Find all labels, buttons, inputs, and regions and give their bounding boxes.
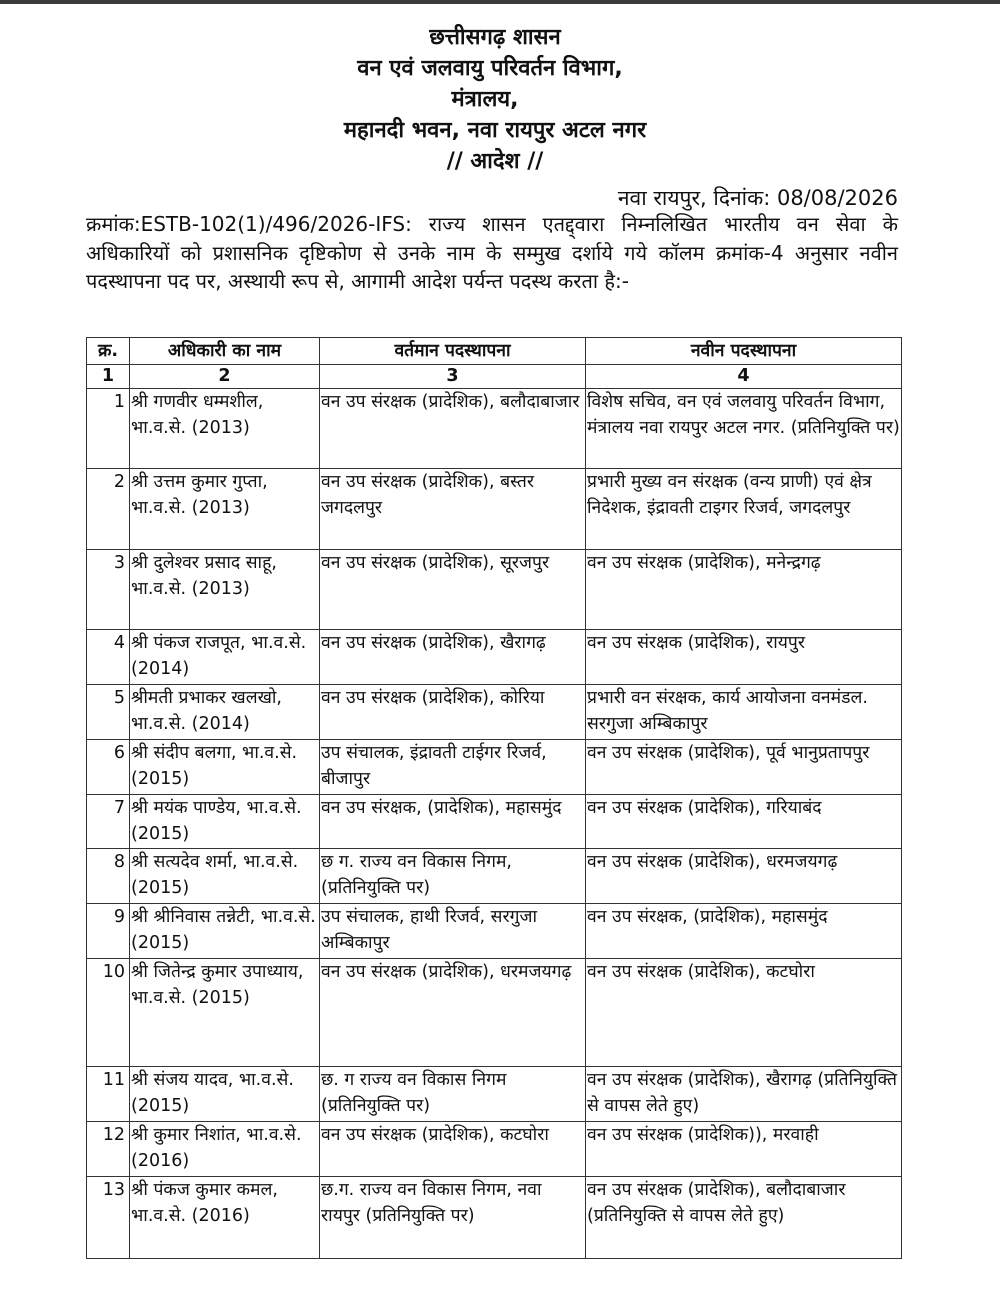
new-posting: वन उप संरक्षक (प्रादेशिक), पूर्व भानुप्रतापपुर xyxy=(586,740,902,795)
new-posting: वन उप संरक्षक (प्रादेशिक), बलौदाबाजार (प्रतिनियुक्ति से वापस लेते हुए) xyxy=(586,1177,902,1259)
table-row xyxy=(87,550,902,630)
table-row xyxy=(87,1067,902,1122)
current-posting: वन उप संरक्षक (प्रादेशिक), बस्तर जगदलपुर xyxy=(320,469,586,550)
table-row xyxy=(87,795,902,849)
new-posting: प्रभारी वन संरक्षक, कार्य आयोजना वनमंडल. सरगुजा अम्बिकापुर xyxy=(586,685,902,740)
new-posting: वन उप संरक्षक (प्रादेशिक), मनेन्द्रगढ़ xyxy=(586,550,902,630)
officer-name: श्री संदीप बलगा, भा.व.से. (2015) xyxy=(130,740,320,795)
officer-name: श्री कुमार निशांत, भा.व.से. (2016) xyxy=(130,1122,320,1177)
row-sn: 13 xyxy=(87,1177,130,1259)
order-title: // आदेश // xyxy=(446,149,544,174)
officer-name: श्री जितेन्द्र कुमार उपाध्याय, भा.व.से. (2015) xyxy=(130,959,320,1067)
current-posting: छ.ग. राज्य वन विकास निगम, नवा रायपुर (प्रतिनियुक्ति पर) xyxy=(320,1177,586,1259)
current-posting: वन उप संरक्षक (प्रादेशिक), कोरिया xyxy=(320,685,586,740)
new-posting: वन उप संरक्षक (प्रादेशिक), गरियाबंद xyxy=(586,795,902,849)
table-header-row xyxy=(87,338,902,365)
officer-name: श्रीमती प्रभाकर खलखो, भा.व.से. (2014) xyxy=(130,685,320,740)
current-posting: वन उप संरक्षक (प्रादेशिक), सूरजपुर xyxy=(320,550,586,630)
table-row xyxy=(87,959,902,1067)
table-row xyxy=(87,1122,902,1177)
col-header-sn: क्र. xyxy=(87,338,130,365)
current-posting: उप संचालक, इंद्रावती टाईगर रिजर्व, बीजापुर xyxy=(320,740,586,795)
col-number: 4 xyxy=(586,365,902,389)
new-posting: वन उप संरक्षक (प्रादेशिक), धरमजयगढ़ xyxy=(586,849,902,904)
current-posting: वन उप संरक्षक (प्रादेशिक), खैरागढ़ xyxy=(320,630,586,685)
row-sn: 11 xyxy=(87,1067,130,1122)
officer-name: श्री संजय यादव, भा.व.से. (2015) xyxy=(130,1067,320,1122)
new-posting: विशेष सचिव, वन एवं जलवायु परिवर्तन विभाग, मंत्रालय नवा रायपुर अटल नगर. (प्रतिनियुक्ति पर) xyxy=(586,389,902,469)
table-row xyxy=(87,904,902,959)
current-posting: छ. ग राज्य वन विकास निगम (प्रतिनियुक्ति पर) xyxy=(320,1067,586,1122)
col-number: 2 xyxy=(130,365,320,389)
top-border-line xyxy=(0,0,1000,4)
row-sn: 4 xyxy=(87,630,130,685)
new-posting: प्रभारी मुख्य वन संरक्षक (वन्य प्राणी) एवं क्षेत्र निदेशक, इंद्रावती टाइगर रिजर्व, जगदलपुर xyxy=(586,469,902,550)
table-row xyxy=(87,389,902,469)
current-posting: छ ग. राज्य वन विकास निगम, (प्रतिनियुक्ति पर) xyxy=(320,849,586,904)
officer-name: श्री सत्यदेव शर्मा, भा.व.से. (2015) xyxy=(130,849,320,904)
row-sn: 8 xyxy=(87,849,130,904)
current-posting: वन उप संरक्षक (प्रादेशिक), कटघोरा xyxy=(320,1122,586,1177)
table-row xyxy=(87,1177,902,1259)
officer-name: श्री श्रीनिवास तन्नेटी, भा.व.से. (2015) xyxy=(130,904,320,959)
new-posting: वन उप संरक्षक (प्रादेशिक), रायपुर xyxy=(586,630,902,685)
current-posting: वन उप संरक्षक (प्रादेशिक), बलौदाबाजार xyxy=(320,389,586,469)
table-row xyxy=(87,740,902,795)
table-row xyxy=(87,685,902,740)
row-sn: 12 xyxy=(87,1122,130,1177)
officer-name: श्री पंकज राजपूत, भा.व.से. (2014) xyxy=(130,630,320,685)
col-header-name: अधिकारी का नाम xyxy=(130,338,320,365)
govt-name: छत्तीसगढ़ शासन xyxy=(429,25,561,50)
row-sn: 1 xyxy=(87,389,130,469)
row-sn: 2 xyxy=(87,469,130,550)
col-header-current: वर्तमान पदस्थापना xyxy=(320,338,586,365)
officer-name: श्री उत्तम कुमार गुप्ता, भा.व.से. (2013) xyxy=(130,469,320,550)
order-date: नवा रायपुर, दिनांक: 08/08/2026 xyxy=(617,186,898,210)
officer-name: श्री मयंक पाण्डेय, भा.व.से. (2015) xyxy=(130,795,320,849)
department-name: वन एवं जलवायु परिवर्तन विभाग, xyxy=(357,56,623,81)
column-number-row xyxy=(87,365,902,389)
posting-table xyxy=(86,337,902,1259)
office-address: महानदी भवन, नवा रायपुर अटल नगर xyxy=(343,118,647,143)
table-row xyxy=(87,630,902,685)
row-sn: 3 xyxy=(87,550,130,630)
order-paragraph: क्रमांक:ESTB-102(1)/496/2026-IFS: राज्य शासन एतद्द्वारा निम्नलिखित भारतीय वन सेवा के अधिकारियों को प्रशासनिक दृष्टिकोण से उनके नाम के सम्मुख दर्शाये गये कॉलम क्रमांक-4 अनुसार नवीन पदस्थापना पद पर, अस्थायी रूप से, आगामी आदेश पर्यन्त पदस्थ करता है:- xyxy=(86,212,898,293)
row-sn: 9 xyxy=(87,904,130,959)
new-posting: वन उप संरक्षक (प्रादेशिक), कटघोरा xyxy=(586,959,902,1067)
col-number: 3 xyxy=(320,365,586,389)
new-posting: वन उप संरक्षक, (प्रादेशिक), महासमुंद xyxy=(586,904,902,959)
current-posting: उप संचालक, हाथी रिजर्व, सरगुजा अम्बिकापुर xyxy=(320,904,586,959)
current-posting: वन उप संरक्षक (प्रादेशिक), धरमजयगढ़ xyxy=(320,959,586,1067)
row-sn: 7 xyxy=(87,795,130,849)
col-header-new: नवीन पदस्थापना xyxy=(586,338,902,365)
row-sn: 10 xyxy=(87,959,130,1067)
table-row xyxy=(87,469,902,550)
officer-name: श्री गणवीर धम्मशील, भा.व.से. (2013) xyxy=(130,389,320,469)
new-posting: वन उप संरक्षक (प्रादेशिक), खैरागढ़ (प्रतिनियुक्ति से वापस लेते हुए) xyxy=(586,1067,902,1122)
officer-name: श्री दुलेश्वर प्रसाद साहू, भा.व.से. (2013) xyxy=(130,550,320,630)
row-sn: 6 xyxy=(87,740,130,795)
table-row xyxy=(87,849,902,904)
current-posting: वन उप संरक्षक, (प्रादेशिक), महासमुंद xyxy=(320,795,586,849)
officer-name: श्री पंकज कुमार कमल, भा.व.से. (2016) xyxy=(130,1177,320,1259)
document-header xyxy=(0,22,1000,177)
ministry-label: मंत्रालय, xyxy=(451,87,519,112)
new-posting: वन उप संरक्षक (प्रादेशिक)), मरवाही xyxy=(586,1122,902,1177)
row-sn: 5 xyxy=(87,685,130,740)
col-number: 1 xyxy=(87,365,130,389)
